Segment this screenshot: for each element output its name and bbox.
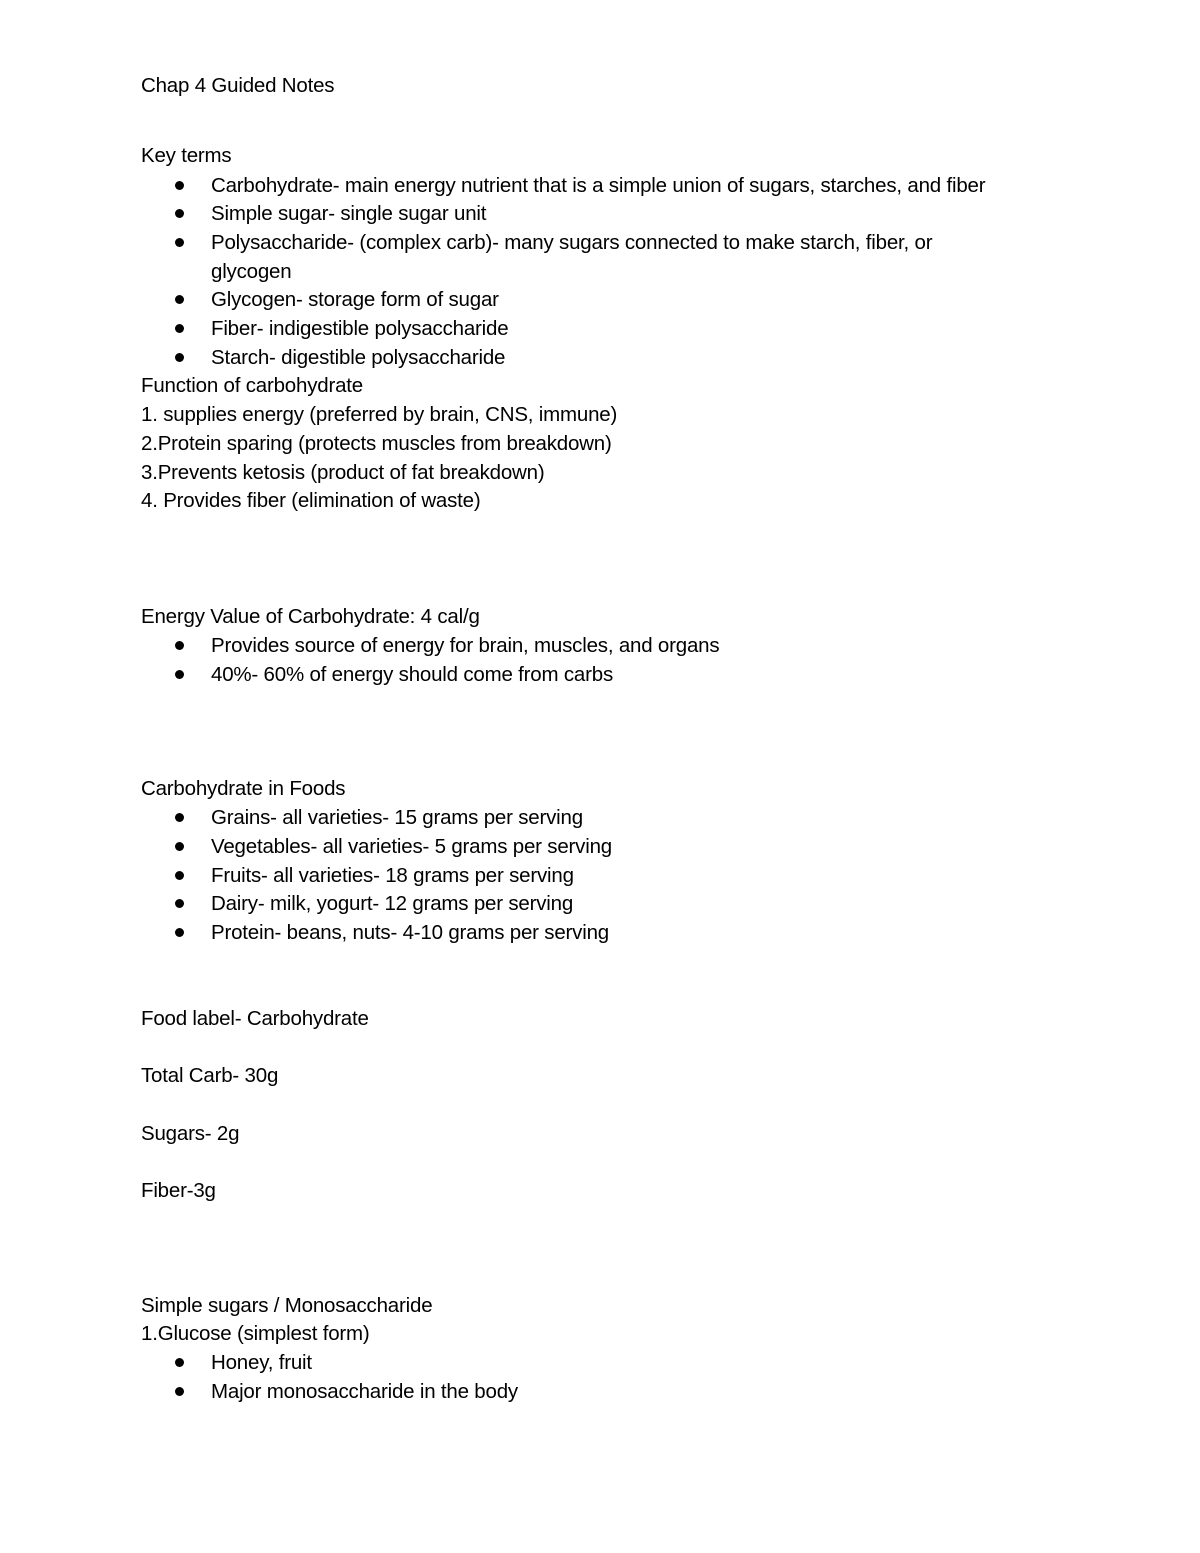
foods-item: Dairy- milk, yogurt- 12 grams per serving bbox=[211, 892, 574, 915]
energy-heading: Energy Value of Carbohydrate: 4 cal/g bbox=[141, 605, 480, 628]
foods-item: Fruits- all varieties- 18 grams per serving bbox=[211, 864, 574, 887]
glucose-line: 1.Glucose (simplest form) bbox=[141, 1322, 370, 1345]
bullet-icon bbox=[175, 813, 184, 822]
foods-item: Protein- beans, nuts- 4-10 grams per serving bbox=[211, 921, 609, 944]
foods-item: Grains- all varieties- 15 grams per serving bbox=[211, 806, 583, 829]
function-item: 1. supplies energy (preferred by brain, CNS, immune) bbox=[141, 403, 618, 426]
food-label-heading: Food label- Carbohydrate bbox=[141, 1007, 369, 1030]
key-terms-heading: Key terms bbox=[141, 144, 232, 167]
function-heading: Function of carbohydrate bbox=[141, 374, 363, 397]
foods-item: Vegetables- all varieties- 5 grams per serving bbox=[211, 835, 612, 858]
bullet-icon bbox=[175, 295, 184, 304]
bullet-icon bbox=[175, 641, 184, 650]
function-item: 4. Provides fiber (elimination of waste) bbox=[141, 489, 481, 512]
key-term-polysaccharide: Polysaccharide- (complex carb)- many sugars connected to make starch, fiber, or bbox=[211, 231, 933, 254]
simple-sugars-heading: Simple sugars / Monosaccharide bbox=[141, 1294, 433, 1317]
food-label-total-carb: Total Carb- 30g bbox=[141, 1064, 279, 1087]
bullet-icon bbox=[175, 1358, 184, 1367]
function-item: 2.Protein sparing (protects muscles from breakdown) bbox=[141, 432, 612, 455]
key-term-carbohydrate: Carbohydrate- main energy nutrient that is a simple union of sugars, starches, and fiber bbox=[211, 174, 986, 197]
bullet-icon bbox=[175, 1387, 184, 1396]
food-label-fiber: Fiber-3g bbox=[141, 1179, 216, 1202]
bullet-icon bbox=[175, 353, 184, 362]
energy-item: 40%- 60% of energy should come from carbs bbox=[211, 663, 614, 686]
key-term-polysaccharide-continued: glycogen bbox=[211, 260, 292, 283]
key-term-fiber: Fiber- indigestible polysaccharide bbox=[211, 317, 509, 340]
bullet-icon bbox=[175, 928, 184, 937]
key-term-starch: Starch- digestible polysaccharide bbox=[211, 346, 506, 369]
bullet-icon bbox=[175, 670, 184, 679]
glucose-item: Honey, fruit bbox=[211, 1351, 312, 1374]
energy-item: Provides source of energy for brain, muscles, and organs bbox=[211, 634, 720, 657]
bullet-icon bbox=[175, 899, 184, 908]
key-term-simple-sugar: Simple sugar- single sugar unit bbox=[211, 202, 487, 225]
bullet-icon bbox=[175, 181, 184, 190]
document-title: Chap 4 Guided Notes bbox=[141, 74, 335, 97]
bullet-icon bbox=[175, 842, 184, 851]
bullet-icon bbox=[175, 324, 184, 333]
foods-heading: Carbohydrate in Foods bbox=[141, 777, 346, 800]
function-item: 3.Prevents ketosis (product of fat breakdown) bbox=[141, 461, 545, 484]
bullet-icon bbox=[175, 871, 184, 880]
bullet-icon bbox=[175, 238, 184, 247]
bullet-icon bbox=[175, 209, 184, 218]
key-term-glycogen: Glycogen- storage form of sugar bbox=[211, 288, 499, 311]
food-label-sugars: Sugars- 2g bbox=[141, 1122, 240, 1145]
glucose-item: Major monosaccharide in the body bbox=[211, 1380, 518, 1403]
